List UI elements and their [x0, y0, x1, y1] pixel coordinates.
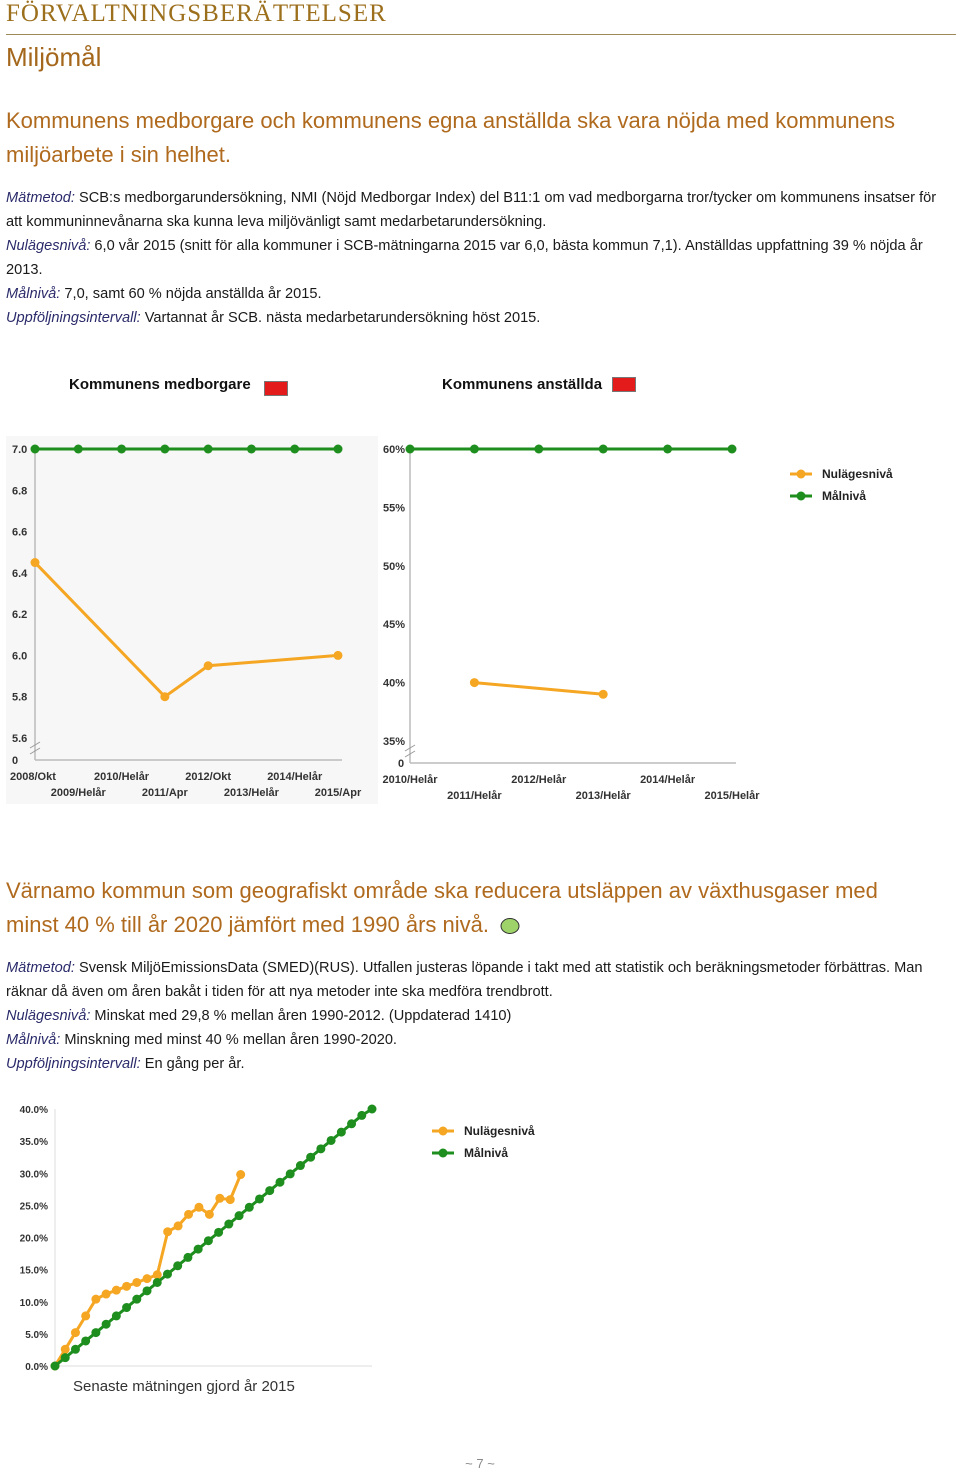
chart-caption: Senaste mätningen gjord år 2015 — [73, 1378, 295, 1395]
target-series-point — [117, 445, 126, 454]
target-series-point — [204, 1236, 213, 1245]
y-tick-label: 20.0% — [19, 1233, 48, 1245]
current-series-point — [236, 1170, 245, 1179]
target-label: Målnivå: — [6, 1032, 61, 1048]
current-series-point — [81, 1311, 90, 1320]
target-series-point — [334, 445, 343, 454]
current-label: Nulägesnivå: — [6, 238, 91, 254]
target-series-point — [173, 1261, 182, 1270]
y-tick-label: 0 — [12, 755, 19, 767]
interval-text: Vartannat år SCB. nästa medarbetarundersökning höst 2015. — [140, 310, 541, 326]
x-tick-label: 2014/Helår — [640, 774, 696, 786]
current-text: 6,0 vår 2015 (snitt för alla kommuner i SCB-mätningarna 2015 var 6,0, bästa kommun 7,1). Anställdas uppfattning 39 % nöjda år 2013. — [6, 238, 923, 278]
y-tick-label: 10.0% — [19, 1297, 48, 1309]
target-series-point — [224, 1220, 233, 1229]
legend-label: Nulägesnivå — [822, 467, 893, 481]
x-tick-label: 2015/Helår — [704, 790, 760, 802]
chart-citizens — [0, 436, 380, 806]
y-tick-label: 6.2 — [12, 609, 28, 622]
current-series-point — [163, 1227, 172, 1236]
target-series-point — [235, 1211, 244, 1220]
y-tick-label: 6.4 — [12, 567, 28, 580]
current-series-point — [470, 678, 479, 687]
target-series-point — [347, 1119, 356, 1128]
y-tick-label: 45% — [383, 619, 406, 632]
x-tick-label: 2010/Helår — [382, 774, 438, 786]
target-series-point — [81, 1336, 90, 1345]
current-series-point — [226, 1195, 235, 1204]
legend-marker — [439, 1149, 448, 1158]
target-series-point — [132, 1295, 141, 1304]
x-tick-label: 2014/Helår — [267, 771, 323, 783]
status-indicator-red — [612, 377, 636, 392]
current-series-point — [160, 692, 169, 701]
target-series-point — [204, 445, 213, 454]
target-series-point — [102, 1320, 111, 1329]
current-series-point — [71, 1328, 80, 1337]
current-series-point — [132, 1278, 141, 1287]
target-series-point — [255, 1194, 264, 1203]
status-indicator-red — [264, 381, 288, 396]
method-label: Mätmetod: — [6, 190, 75, 206]
y-tick-label: 7.0 — [12, 444, 28, 456]
current-series-point — [112, 1286, 121, 1295]
goal-2-description — [6, 956, 946, 1076]
page-title: Miljömål — [6, 42, 102, 72]
x-tick-label: 2015/Apr — [314, 787, 362, 799]
target-series-point — [286, 1169, 295, 1178]
goal-2-target — [6, 1028, 946, 1052]
target-series-point — [247, 445, 256, 454]
legend-label: Målnivå — [822, 489, 867, 503]
method-label: Mätmetod: — [6, 960, 75, 976]
current-series-line — [55, 1175, 241, 1366]
target-series-point — [406, 445, 415, 454]
current-series-point — [122, 1282, 131, 1291]
y-tick-label: 40% — [383, 677, 406, 690]
target-series-point — [91, 1328, 100, 1337]
legend-label: Nulägesnivå — [464, 1124, 535, 1138]
y-tick-label: 40.0% — [19, 1105, 48, 1116]
target-series-point — [265, 1186, 274, 1195]
y-tick-label: 0.0% — [25, 1362, 48, 1373]
x-tick-label: 2013/Helår — [575, 790, 631, 802]
interval-text: En gång per år. — [140, 1056, 245, 1072]
current-series-point — [174, 1221, 183, 1230]
current-text: Minskat med 29,8 % mellan åren 1990-2012. (Uppdaterad 1410) — [90, 1008, 512, 1024]
chart-2-title: Kommunens anställda — [442, 376, 603, 393]
target-series-point — [534, 445, 543, 454]
target-series-point — [61, 1353, 70, 1362]
current-series-point — [184, 1210, 193, 1219]
y-tick-label: 6.8 — [12, 485, 28, 498]
target-series-point — [327, 1136, 336, 1145]
y-tick-label: 0 — [398, 758, 405, 770]
current-series-point — [599, 690, 608, 699]
legend-marker — [439, 1127, 448, 1136]
current-series-point — [205, 1210, 214, 1219]
current-series-point — [31, 558, 40, 567]
x-tick-label: 2009/Helår — [50, 787, 106, 799]
y-tick-label: 6.6 — [12, 526, 28, 539]
current-series-point — [204, 661, 213, 670]
target-series-point — [470, 445, 479, 454]
current-label: Nulägesnivå: — [6, 1008, 91, 1024]
target-series-point — [296, 1161, 305, 1170]
current-series-point — [61, 1345, 70, 1354]
y-tick-label: 50% — [383, 560, 406, 573]
x-tick-label: 2012/Helår — [511, 774, 567, 786]
y-tick-label: 5.8 — [12, 691, 28, 704]
legend-marker — [797, 492, 806, 501]
chart-background — [6, 436, 378, 804]
goal-2-method — [6, 956, 946, 1004]
target-series-point — [153, 1278, 162, 1287]
status-indicator-green — [499, 917, 521, 935]
chart-employees — [372, 436, 912, 806]
page-number: ~ 7 ~ — [465, 1456, 495, 1471]
target-series-point — [51, 1362, 60, 1371]
target-series-point — [245, 1203, 254, 1212]
x-tick-label: 2012/Okt — [185, 771, 232, 783]
method-text: Svensk MiljöEmissionsData (SMED)(RUS). Utfallen justeras löpande i takt med att statistik och beräkningsmetoder förbättras. Man räknar då även om åren bakåt i tiden för att nya metoder inte ska medföra trendbrott. — [6, 960, 923, 1000]
y-tick-label: 25.0% — [19, 1201, 48, 1213]
current-series-point — [194, 1203, 203, 1212]
legend-marker — [797, 470, 806, 479]
target-series-point — [71, 1345, 80, 1354]
legend-label: Målnivå — [464, 1146, 509, 1160]
y-tick-label: 6.0 — [12, 650, 28, 663]
target-series-point — [306, 1153, 315, 1162]
target-series-point — [163, 1270, 172, 1279]
chart-emissions — [0, 1098, 560, 1378]
goal-2-text: Värnamo kommun som geografiskt område ska reducera utsläppen av växthusgaser med minst 40 % till år 2020 jämfört med 1990 års nivå. — [6, 878, 878, 937]
target-series-point — [160, 445, 169, 454]
section-heading: FÖRVALTNINGSBERÄTTELSER — [6, 0, 387, 27]
chart-1-title: Kommunens medborgare — [69, 376, 251, 393]
goal-1-method — [6, 186, 946, 234]
y-tick-label: 30.0% — [19, 1169, 48, 1181]
target-series-point — [368, 1105, 377, 1114]
target-series-point — [290, 445, 299, 454]
target-series-point — [143, 1286, 152, 1295]
current-series-point — [91, 1295, 100, 1304]
current-series-point — [143, 1274, 152, 1283]
interval-label: Uppföljningsintervall: — [6, 1056, 141, 1072]
target-series-point — [214, 1228, 223, 1237]
target-series-point — [275, 1178, 284, 1187]
goal-1-heading: Kommunens medborgare och kommunens egna anställda ska vara nöjda med kommunens miljöarbete i sin helhet. — [6, 108, 896, 167]
target-series-point — [183, 1253, 192, 1262]
target-label: Målnivå: — [6, 286, 61, 302]
y-tick-label: 5.6 — [12, 733, 28, 745]
target-text: 7,0, samt 60 % nöjda anställda år 2015. — [60, 286, 322, 302]
x-tick-label: 2008/Okt — [10, 771, 56, 783]
target-series-point — [31, 445, 40, 454]
current-series-point — [153, 1270, 162, 1279]
current-series-point — [215, 1194, 224, 1203]
current-series-point — [102, 1290, 111, 1299]
target-series-point — [337, 1128, 346, 1137]
current-series-line — [474, 683, 603, 695]
y-tick-label: 35.0% — [19, 1137, 48, 1149]
x-tick-label: 2010/Helår — [94, 771, 150, 783]
x-tick-label: 2011/Helår — [447, 790, 502, 802]
header-divider — [6, 34, 956, 35]
x-tick-label: 2013/Helår — [223, 787, 279, 799]
goal-1-interval — [6, 306, 946, 330]
goal-1-target — [6, 282, 946, 306]
interval-label: Uppföljningsintervall: — [6, 310, 141, 326]
target-text: Minskning med minst 40 % mellan åren 1990-2020. — [60, 1032, 397, 1048]
goal-1-description — [6, 186, 946, 330]
target-series-point — [663, 445, 672, 454]
target-series-point — [357, 1111, 366, 1120]
target-series-point — [599, 445, 608, 454]
target-series-point — [194, 1245, 203, 1254]
y-tick-label: 5.0% — [25, 1329, 48, 1341]
target-series-point — [316, 1144, 325, 1153]
target-series-point — [728, 445, 737, 454]
y-tick-label: 60% — [383, 444, 406, 456]
y-tick-label: 55% — [383, 502, 406, 515]
target-series-point — [74, 445, 83, 454]
x-tick-label: 2011/Apr — [141, 787, 188, 799]
current-series-point — [334, 651, 343, 660]
target-series-point — [112, 1311, 121, 1320]
y-tick-label: 15.0% — [19, 1265, 48, 1277]
target-series-point — [122, 1303, 131, 1312]
y-tick-label: 35% — [383, 736, 406, 748]
goal-1-current — [6, 234, 946, 282]
goal-2-interval — [6, 1052, 946, 1076]
method-text: SCB:s medborgarundersökning, NMI (Nöjd Medborgar Index) del B11:1 om vad medborgarna tror/tycker om kommunens insatser för att kommuninnevånarna ska kunna leva miljövänligt samt medarbetarundersökning. — [6, 190, 937, 230]
goal-2-heading — [6, 874, 926, 942]
goal-2-current — [6, 1004, 946, 1028]
